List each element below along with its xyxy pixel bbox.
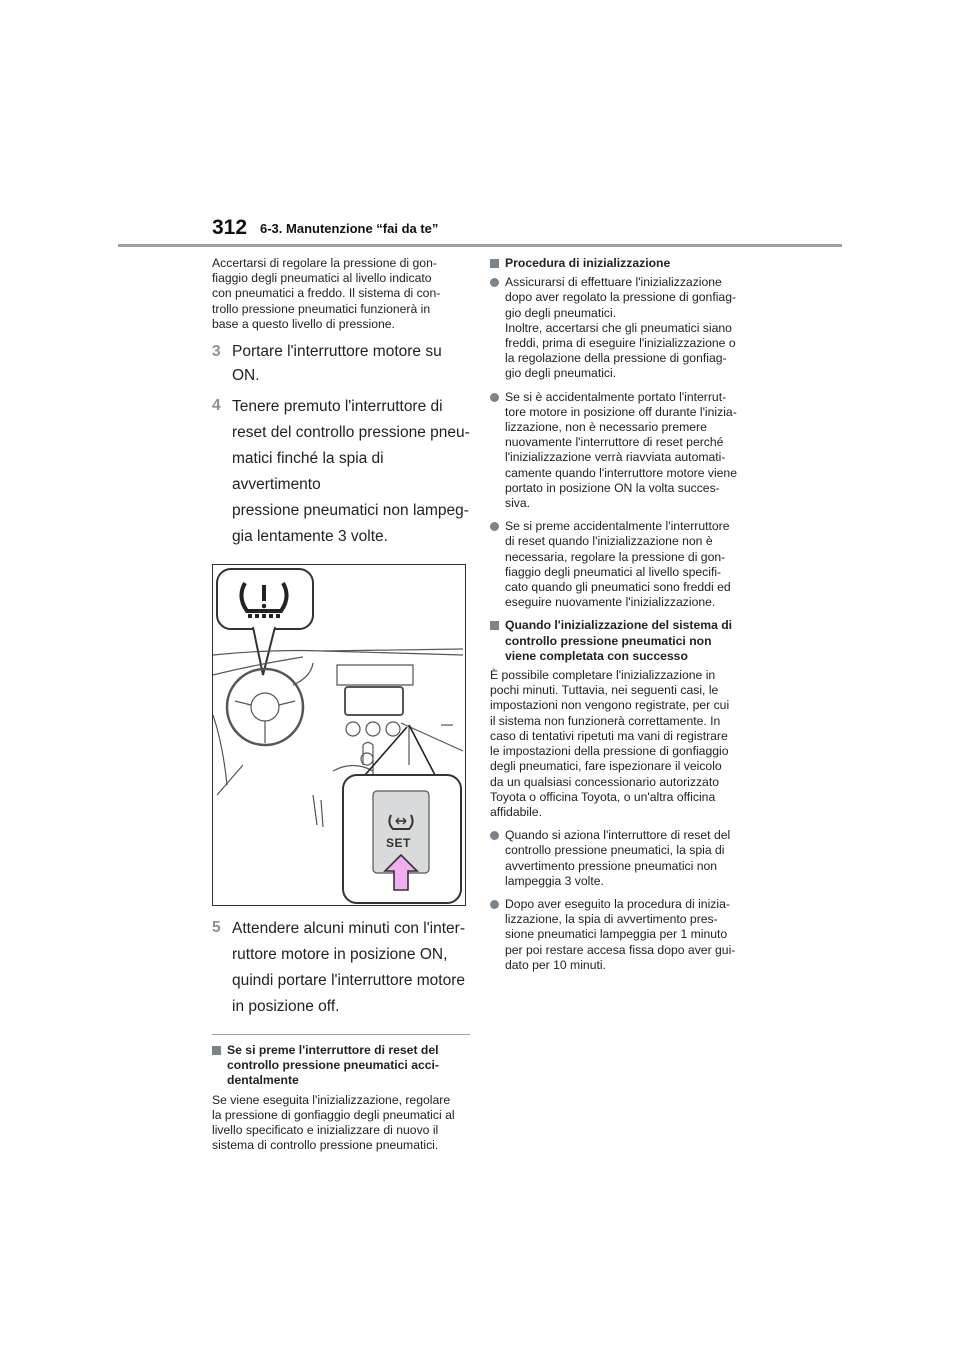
heading-text: Quando l'inizializzazione del sistema di controllo pressione pneumatici non viene completata con successo <box>505 618 733 663</box>
step-number: 3 <box>212 343 221 361</box>
set-label: SET <box>386 836 411 851</box>
bullet-text: Dopo aver eseguito la procedura di inizia- lizzazione, la spia di avvertimento pres- sione pneumatici lampeggia per 1 minuto per poi restare accesa fissa dopo aver gui- dato per 10 minuti. <box>505 896 736 972</box>
bullet-text: Quando si aziona l'interruttore di reset del controllo pressione pneumatici, la spia di avvertimento pressione pneumatici non lampeggia 3 volte. <box>505 828 731 888</box>
bullet-item <box>490 828 760 889</box>
section-heading <box>490 256 760 271</box>
circle-bullet-icon <box>490 831 499 840</box>
circle-bullet-icon <box>490 522 499 531</box>
step-number: 5 <box>212 919 221 937</box>
dashboard-illustration <box>212 564 466 906</box>
square-bullet-icon <box>490 259 499 268</box>
circle-bullet-icon <box>490 900 499 909</box>
bullet-item <box>490 275 760 381</box>
bullet-text: Se si è accidentalmente portato l'interrut- tore motore in posizione off durante l'inizia- lizzazione, non è necessario premere nuovamente l'interruttore di reset perché l'inizializzazione verrà riavviata automati- camente quando l'interruttore motore viene portato in posizione ON la volta succes- siva. <box>505 389 737 511</box>
bullet-text: Se si preme accidentalmente l'interruttore di reset quando l'inizializzazione non è necessaria, regolare la pressione di gon- fiaggio degli pneumatici al livello specifi- cato quando gli pneumatici sono freddi ed eseguire nuovamente l'inizializzazione. <box>505 519 731 610</box>
step-4 <box>212 394 470 550</box>
page-number: 312 <box>212 216 248 239</box>
right-column <box>490 256 760 981</box>
section-body: Se viene eseguita l'inizializzazione, regolare la pressione di gonfiaggio degli pneumatici al livello specificato e inizializzare di nuovo il sistema di controllo pressione pneumatici. <box>212 1092 455 1153</box>
bullet-text: Assicurarsi di effettuare l'inizializzazione dopo aver regolato la pressione di gonfiag- gio degli pneumatici. Inoltre, accertarsi che gli pneumatici siano freddi, prima di eseguire l'inizializzazione o la regolazione della pressione di gonfiag- gio degli pneumatici. <box>505 275 737 381</box>
step-text: Attendere alcuni minuti con l'inter- ruttore motore in posizione ON, quindi portare l'interruttore motore in posizione off. <box>232 920 465 1016</box>
step-text: Tenere premuto l'interruttore di reset del controllo pressione pneu- matici finché la spia di avvertimento pressione pneumatici non lampeg- gia lentamente 3 volte. <box>232 398 470 546</box>
step-number: 4 <box>212 397 221 415</box>
section-heading <box>212 1043 470 1089</box>
page-header <box>0 0 960 250</box>
step-text: Portare l'interruttore motore su ON. <box>232 343 442 385</box>
square-bullet-icon <box>490 621 499 630</box>
section-body: È possibile completare l'inizializzazione in pochi minuti. Tuttavia, nei seguenti casi, le impostazioni non vengono registrate, per cui il sistema non funzionerà correttamente. In caso di tentativi ripetuti ma vani di registrare le impostazioni della pressione di gonfiaggio degli pneumatici, fare ispezionare il veicolo da un qualsiasi concessionario autorizzato Toyota o officina Toyota, o un'altra officina affidabile. <box>490 668 730 819</box>
intro-paragraph: Accertarsi di regolare la pressione di gon- fiaggio degli pneumatici al livello indicato con pneumatici a freddo. Il sistema di con- trollo pressione pneumatici funzionerà in base a questo livello di pressione. <box>212 256 441 331</box>
step-5 <box>212 916 470 1020</box>
tpms-warning-callout <box>217 569 313 675</box>
header-divider <box>118 244 842 247</box>
square-bullet-icon <box>212 1046 221 1055</box>
bullet-item <box>490 390 760 512</box>
heading-text: Se si preme l'interruttore di reset del controllo pressione pneumatici acci- dentalmente <box>227 1043 439 1088</box>
heading-text: Procedura di inizializzazione <box>505 256 671 270</box>
bullet-item <box>490 897 760 973</box>
section-heading <box>490 618 760 664</box>
dashboard-drawing <box>213 565 466 906</box>
circle-bullet-icon <box>490 278 499 287</box>
circle-bullet-icon <box>490 393 499 402</box>
section-divider <box>212 1034 470 1035</box>
left-column <box>212 256 470 1161</box>
bullet-item <box>490 519 760 610</box>
step-3 <box>212 340 470 388</box>
section-title: 6-3. Manutenzione “fai da te” <box>260 221 439 236</box>
